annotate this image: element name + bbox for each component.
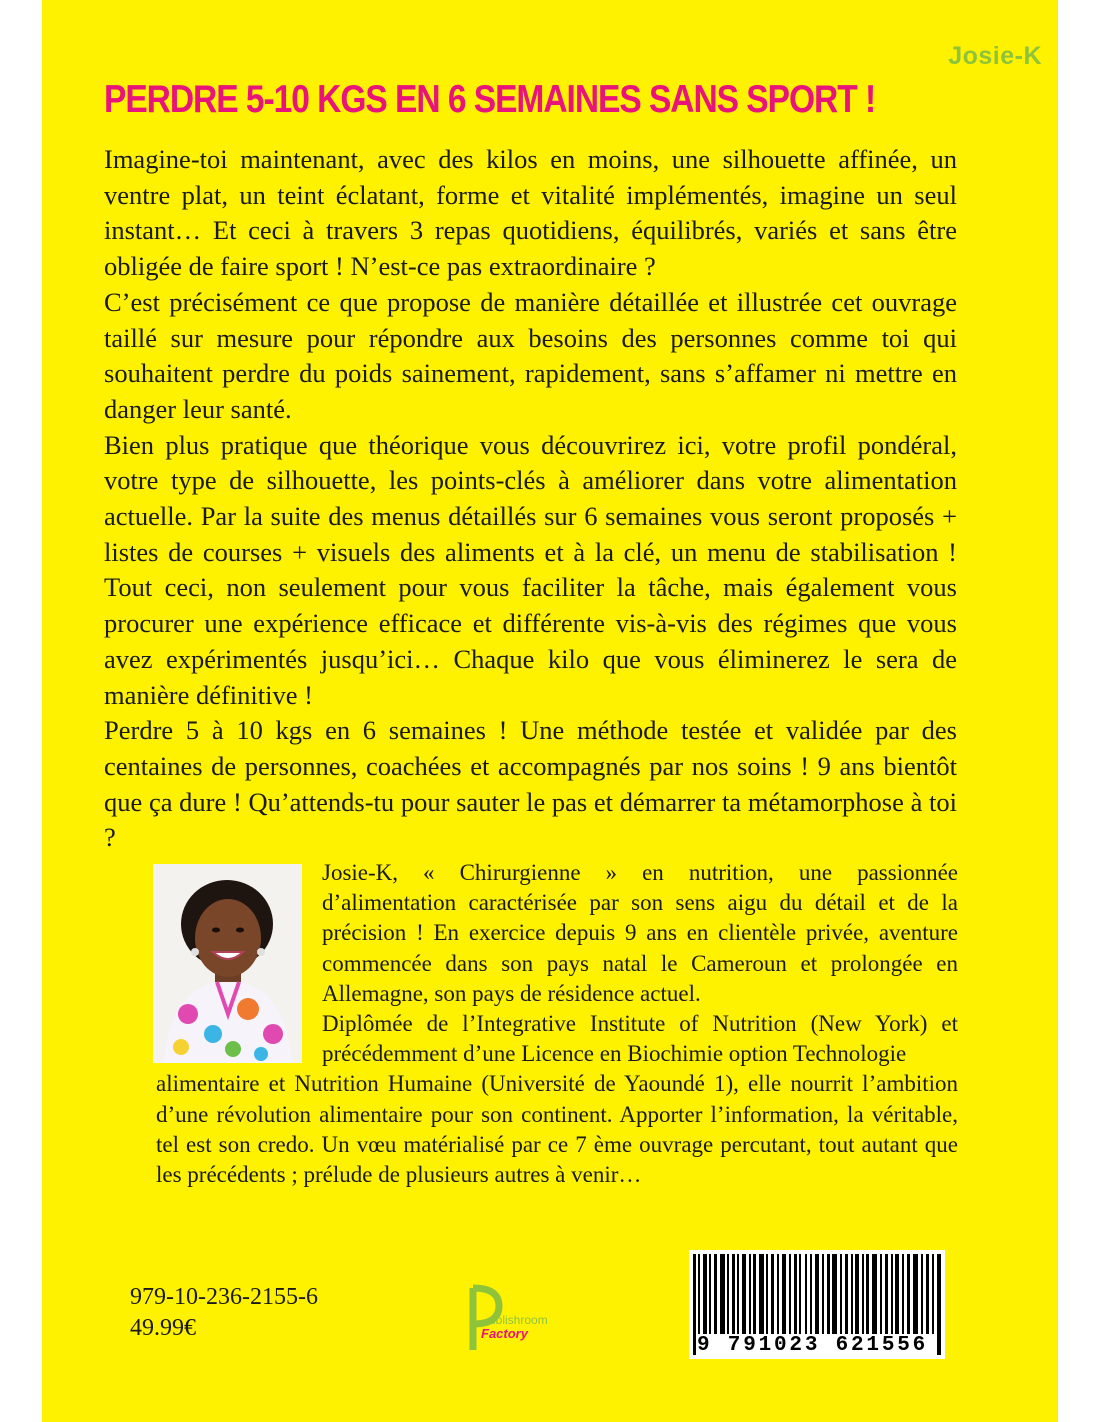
svg-text:Factory: Factory — [481, 1326, 528, 1341]
blurb-paragraph-1: Imagine-toi maintenant, avec des kilos en moins, une silhouette affinée, un ventre plat, un teint éclatant, forme et vitalité implémentés, imagine un seul instant… Et ceci à travers 3 repas quotidiens, équilibrés, variés et sans être obligée de faire sport ! N’est-ce pas extraordinaire ? — [104, 144, 957, 282]
blurb-paragraph-4: Perdre 5 à 10 kgs en 6 semaines ! Une méthode testée et validée par des centaines de personnes, coachées et accompagnés par nos soins ! 9 ans bientôt que ça dure ! Qu’attends-tu pour sauter le pas et démarrer ta métamorphose à toi ? — [104, 715, 957, 853]
blurb-paragraph-2: C’est précisément ce que propose de manière détaillée et illustrée cet ouvrage taillé sur mesure pour répondre aux besoins des personnes comme toi qui souhaitent perdre du poids sainement, rapidement, sans s’affamer ni mettre en danger leur santé. — [104, 286, 957, 424]
bio-paragraph-continuation: alimentaire et Nutrition Humaine (Université de Yaoundé 1), elle nourrit l’ambition d’une révolution alimentaire pour son continent. Apporter l’information, la véritable, tel est son credo. Un vœu matérialisé par ce 7 ème ouvrage percutant, tout autant que les précédents ; prélude de plusieurs autres à venir… — [156, 1071, 958, 1188]
isbn: 979-10-236-2155-6 — [130, 1284, 318, 1310]
blurb-text — [104, 142, 957, 856]
barcode — [689, 1250, 945, 1359]
bio-paragraph-1: Josie-K, « Chirurgienne » en nutrition, une passionnée d’alimentation caractérisée par son sens aigu du détail et de la précision ! En exercice depuis 9 ans en clientèle privée, aventure commencée dans son pays natal le Cameroun et prolongée en Allemagne, son pays de résidence actuel. — [322, 860, 958, 1006]
book-title: PERDRE 5-10 KGS EN 6 SEMAINES SANS SPORT ! — [104, 78, 876, 121]
author-photo — [153, 864, 302, 1063]
price: 49.99€ — [130, 1315, 196, 1341]
author-name-top: Josie-K — [948, 42, 1042, 70]
barcode-number: 9 791023 621556 — [697, 1334, 937, 1357]
isbn-price-block — [130, 1282, 318, 1344]
bio-paragraph-2: Diplômée de l’Integrative Institute of Nutrition (New York) et précédemment d’une Licence en Biochimie option Technologie — [322, 1011, 958, 1067]
author-bio — [156, 858, 958, 1190]
svg-text:ublishroom: ublishroom — [489, 1313, 548, 1327]
blurb-paragraph-3: Bien plus pratique que théorique vous découvrirez ici, votre profil pondéral, votre type de silhouette, les points-clés à améliorer dans votre alimentation actuelle. Par la suite des menus détaillés sur 6 semaines vous seront proposés + listes de courses + visuels des aliments et à la clé, un menu de stabilisation ! Tout ceci, non seulement pour vous faciliter la tâche, mais également vous procurer une expérience efficace et différente vis-à-vis des régimes que vous avez expérimentés jusqu’ici… Chaque kilo que vous éliminerez le sera de manière définitive ! — [104, 429, 957, 710]
publisher-logo — [467, 1280, 587, 1355]
